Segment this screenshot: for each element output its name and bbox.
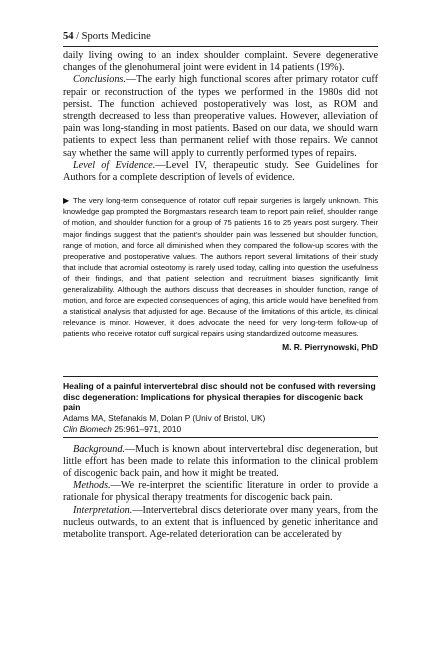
methods-text: —We re-interpret the scientific literature in order to provide a rationale for physical therapy treatments for discogenic back pain. [63,480,378,504]
article-title: Healing of a painful intervertebral disc should not be confused with reversing disc degeneration: Implications for physical therapies for discogenic back pain [63,381,376,413]
background-label: Background. [73,443,125,455]
article-authors: Adams MA, Stefanakis M, Dolan P (Univ of Bristol, UK) [63,412,266,423]
conclusions-text: —The early high functional scores after primary rotator cuff repair or reconstruction of the types we performed in the 1980s did not persist. The function achieved postoperatively was lost, as ROM and strength decreased to less than preoperative values. However, alleviation of pain was long-standing in most patients. Based on our data, we should warn patients to expect less than permanent relief with those repairs. We cannot say whether the same will apply to currently performed types of repairs. [63,74,378,159]
commentary-arrow-icon: ▶ [63,196,70,206]
interpretation-label: Interpretation. [73,504,133,516]
running-header [63,31,378,43]
commentary-signature: M. R. Pierrynowski, PhD [282,342,378,353]
commentary [63,195,378,339]
evidence-label: Level of Evidence. [73,159,156,171]
abstract-background [63,444,378,481]
article-abstract [63,444,378,542]
commentary-text: The very long-term consequence of rotator cuff repair surgeries is largely unknown. This knowledge gap prompted the Borgmastars research team to report pain relief, shoulder range of motion, and shoulder function for a group of 75 patients 16 to 25 years post surgery. Their major findings suggest that the patient’s shoulder pain was lessened but shoulder function, range of motion, and force all diminished when they compared the follow-up scores with the preoperative and postoperative values. The authors report several limitations of their study that include that acromial osteotomy is rarely used today, calling into question the usefulness of their findings, and that patient selection and recruitment biases significantly limit generalizability. Although the authors discuss that decreases in shoulder function, range of motion, and force are expected consequences of aging, this article would have benefited from a statistical analysis that adjusted for age. Because of the limitations of this article, its clinical relevance is minor. However, it does advocate the need for very long-term follow-up of patients who receive rotator cuff surgical repairs using standardized outcome measures. [63,196,378,339]
abstract-interpretation [63,505,378,542]
page-number: 54 [63,31,74,42]
previous-abstract-evidence [63,160,378,184]
article-top-rule [63,376,378,377]
interpretation-text: —Intervertebral discs deteriorate over many years, from the nucleus outwards, to an extent that is influenced by genetic inheritance and metabolite transport. Age-related deterioration can be accelerated by [63,504,378,540]
abstract-methods [63,480,378,504]
journal-page [63,31,378,541]
article-citation [63,424,378,435]
article-bottom-rule [63,437,378,438]
header-rule [63,46,378,47]
citation-ref: 25:961–971, 2010 [114,423,182,434]
previous-abstract-conclusions [63,74,378,159]
previous-abstract-results: daily living owing to an index shoulder complaint. Severe degenerative changes of the glenohumeral joint were evident in 14 patients (19%). [63,50,378,74]
evidence-text: —Level IV, therapeutic study. See Guidelines for Authors for a complete description of levels of evidence. [63,159,378,184]
journal-name: Sports Medicine [81,31,151,42]
citation-journal: Clin Biomech [63,423,112,434]
conclusions-label: Conclusions. [73,74,126,86]
header-separator: / [76,31,80,42]
methods-label: Methods. [73,480,111,492]
background-text: —Much is known about intervertebral disc degeneration, but little effort has been made to relate this information to the clinical problem of discogenic back pain, and how it might be treated. [63,443,378,479]
